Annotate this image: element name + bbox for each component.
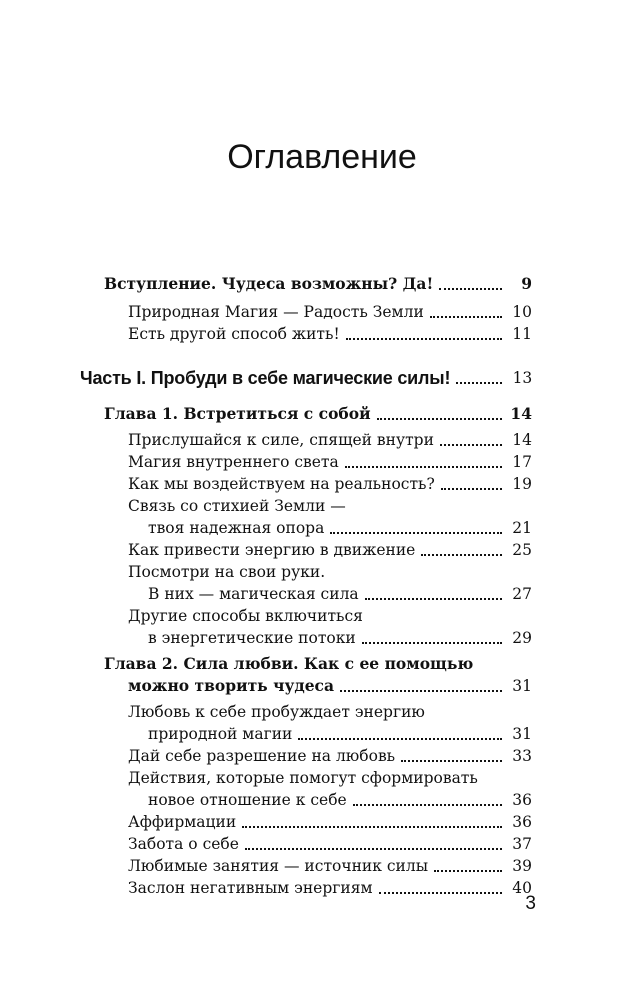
leader-dots — [434, 869, 502, 872]
toc-entry-page: 29 — [512, 629, 532, 647]
toc-entry-title: можно творить чудеса — [128, 676, 335, 695]
leader-dots — [439, 287, 502, 290]
toc-entry[interactable] — [128, 856, 532, 876]
toc-entry-page: 33 — [512, 747, 532, 765]
toc-entry-title: Любимые занятия — источник силы — [128, 857, 429, 875]
page-number: 3 — [525, 893, 536, 914]
toc-entry-title: Забота о себе — [128, 835, 239, 853]
leader-dots — [298, 737, 502, 740]
toc-entry-title: Связь со стихией Земли — — [128, 497, 346, 515]
toc-entry[interactable] — [148, 518, 532, 538]
toc-entry-title: Глава 1. Встретиться с собой — [104, 404, 371, 423]
toc-entry-page: 19 — [512, 475, 532, 493]
toc-entry-page: 21 — [512, 519, 532, 537]
leader-dots — [430, 315, 502, 318]
toc-chapter[interactable] — [128, 676, 532, 696]
toc-entry[interactable] — [128, 430, 532, 450]
toc-entry-page: 37 — [512, 835, 532, 853]
toc-entry-title: Глава 2. Сила любви. Как с ее помощью — [104, 654, 474, 673]
toc-entry-title: Прислушайся к силе, спящей внутри — [128, 431, 434, 449]
toc-entry-page: 14 — [510, 404, 532, 423]
toc-entry-title: твоя надежная опора — [148, 519, 325, 537]
leader-dots — [440, 443, 502, 446]
toc-entry-title: Часть I. Пробуди в себе магические силы! — [80, 368, 451, 388]
toc-chapter[interactable] — [104, 404, 532, 424]
toc-entry-title: Дай себе разрешение на любовь — [128, 747, 396, 765]
toc-entry[interactable] — [128, 452, 532, 472]
page-title: Оглавление — [227, 138, 417, 176]
toc-entry-title: Как привести энергию в движение — [128, 541, 416, 559]
toc-entry-page: 11 — [512, 325, 532, 343]
toc-entry-page: 10 — [512, 303, 532, 321]
toc-entry-title: Аффирмации — [128, 813, 237, 831]
toc-entry-title: В них — магическая сила — [148, 585, 359, 603]
toc-entry-page: 17 — [512, 453, 532, 471]
leader-dots — [340, 689, 502, 692]
leader-dots — [245, 847, 502, 850]
toc-entry-page: 36 — [512, 813, 532, 831]
leader-dots — [379, 891, 502, 894]
toc-entry-page: 25 — [512, 541, 532, 559]
toc-entry[interactable] — [148, 724, 532, 744]
toc-entry-page: 14 — [512, 431, 532, 449]
toc-entry[interactable] — [148, 628, 532, 648]
leader-dots — [421, 553, 502, 556]
leader-dots — [441, 487, 502, 490]
toc-entry[interactable] — [128, 302, 532, 322]
toc-entry[interactable] — [148, 790, 532, 810]
toc-entry-page: 31 — [512, 677, 532, 695]
leader-dots — [346, 337, 502, 340]
toc-entry-title: Магия внутреннего света — [128, 453, 339, 471]
toc-entry-title: Вступление. Чудеса возможны? Да! — [104, 274, 434, 293]
toc-entry[interactable] — [104, 274, 532, 294]
toc-entry-line[interactable] — [128, 702, 532, 722]
toc-entry[interactable] — [128, 834, 532, 854]
toc-entry-title: Природная Магия — Радость Земли — [128, 303, 424, 321]
toc-entry-page: 9 — [521, 274, 532, 293]
toc-entry[interactable] — [128, 540, 532, 560]
toc-entry-title: Другие способы включиться — [128, 607, 363, 625]
leader-dots — [345, 465, 502, 468]
toc-entry-page: 36 — [512, 791, 532, 809]
toc-entry-title: природной магии — [148, 725, 293, 743]
leader-dots — [365, 597, 502, 600]
leader-dots — [401, 759, 502, 762]
toc-entry-line[interactable] — [128, 562, 532, 582]
toc-part[interactable] — [80, 368, 532, 388]
toc-entry-title: Действия, которые помогут сформировать — [128, 769, 478, 787]
toc-entry-page: 13 — [512, 369, 532, 387]
toc-entry-title: Есть другой способ жить! — [128, 325, 340, 343]
toc-chapter-line[interactable] — [104, 654, 532, 674]
toc-entry-page: 40 — [512, 879, 532, 897]
toc-entry[interactable] — [148, 584, 532, 604]
toc-entry[interactable] — [128, 812, 532, 832]
toc-entry-page: 31 — [512, 725, 532, 743]
toc-entry-title: новое отношение к себе — [148, 791, 347, 809]
toc-entry[interactable] — [128, 474, 532, 494]
toc-entry-line[interactable] — [128, 768, 532, 788]
toc-entry-title: Как мы воздействуем на реальность? — [128, 475, 435, 493]
toc-entry-title: Заслон негативным энергиям — [128, 879, 373, 897]
leader-dots — [353, 803, 502, 806]
leader-dots — [456, 381, 502, 384]
toc-entry-page: 27 — [512, 585, 532, 603]
leader-dots — [362, 641, 502, 644]
toc-entry[interactable] — [128, 746, 532, 766]
leader-dots — [377, 417, 502, 420]
toc-entry[interactable] — [128, 878, 532, 898]
toc-entry[interactable] — [128, 324, 532, 344]
toc-entry-page: 39 — [512, 857, 532, 875]
toc-entry-title: Посмотри на свои руки. — [128, 563, 326, 581]
toc-entry-title: в энергетические потоки — [148, 629, 356, 647]
toc-entry-line[interactable] — [128, 606, 532, 626]
leader-dots — [330, 531, 502, 534]
leader-dots — [242, 825, 502, 828]
toc-entry-line[interactable] — [128, 496, 532, 516]
toc-entry-title: Любовь к себе пробуждает энергию — [128, 703, 425, 721]
